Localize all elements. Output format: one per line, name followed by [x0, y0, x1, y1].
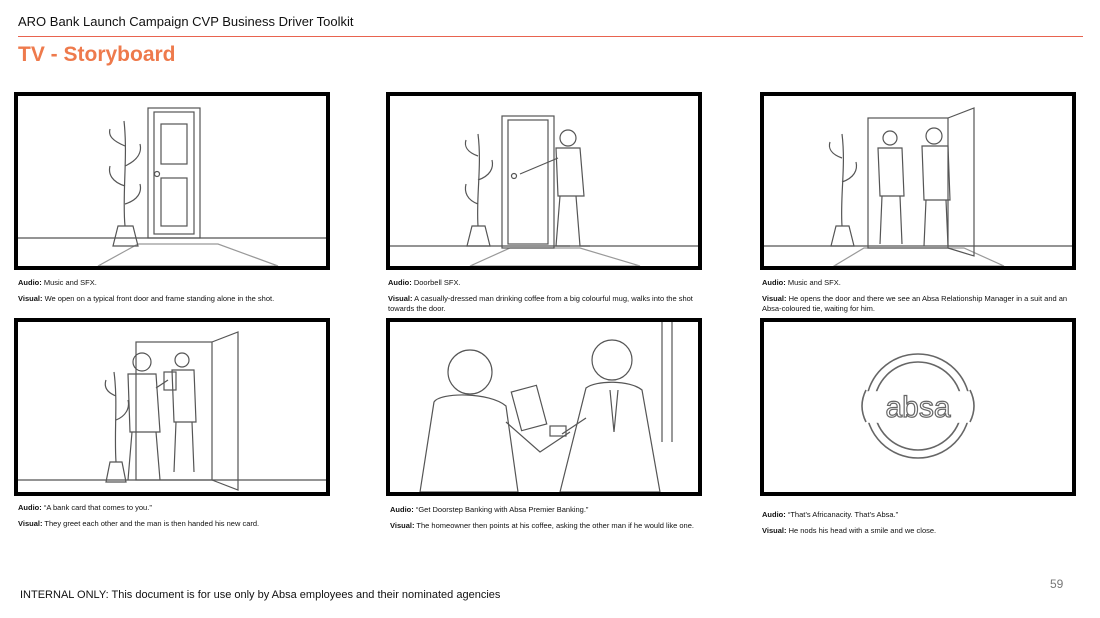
audio-label: Audio: — [390, 505, 414, 514]
audio-text: “Get Doorstep Banking with Absa Premier Banking.” — [415, 505, 589, 514]
absa-logo-frame — [764, 322, 1072, 492]
door-alone-sketch — [18, 96, 326, 266]
storyboard-frame-2 — [386, 92, 702, 270]
header-divider — [18, 36, 1083, 37]
section-title: TV - Storyboard — [18, 43, 176, 66]
audio-text: Music and SFX. — [787, 278, 841, 287]
visual-label: Visual: — [18, 519, 43, 528]
audio-text: “A bank card that comes to you.” — [43, 503, 152, 512]
visual-label: Visual: — [388, 294, 413, 303]
audio-text: “That’s Africanacity. That’s Absa.” — [787, 510, 899, 519]
storyboard-frame-5 — [386, 318, 702, 496]
caption-2 — [388, 278, 708, 320]
man-at-door-sketch — [390, 96, 698, 266]
visual-text: He nods his head with a smile and we close. — [788, 526, 937, 535]
door-opened-sketch — [764, 96, 1072, 266]
audio-label: Audio: — [762, 278, 786, 287]
visual-label: Visual: — [762, 294, 787, 303]
close-up-greeting-sketch — [390, 322, 698, 492]
storyboard-frame-1 — [14, 92, 330, 270]
visual-text: A casually-dressed man drinking coffee from a big colourful mug, walks into the shot towards the door. — [388, 294, 693, 313]
storyboard-frame-6 — [760, 318, 1076, 496]
audio-text: Music and SFX. — [43, 278, 97, 287]
caption-4 — [18, 503, 338, 535]
card-handover-sketch — [18, 322, 326, 492]
audio-text: Doorbell SFX. — [413, 278, 461, 287]
document-title: ARO Bank Launch Campaign CVP Business Driver Toolkit — [18, 14, 354, 29]
storyboard-frame-4 — [14, 318, 330, 496]
visual-label: Visual: — [762, 526, 787, 535]
visual-text: The homeowner then points at his coffee, asking the other man if he would like one. — [416, 521, 694, 530]
internal-use-notice: INTERNAL ONLY: This document is for use only by Absa employees and their nominated agencies — [20, 589, 501, 601]
absa-logo-wordmark: absa — [885, 391, 951, 424]
audio-label: Audio: — [18, 278, 42, 287]
audio-label: Audio: — [18, 503, 42, 512]
caption-6 — [762, 510, 1082, 542]
audio-label: Audio: — [388, 278, 412, 287]
visual-text: They greet each other and the man is then handed his new card. — [44, 519, 260, 528]
visual-text: We open on a typical front door and frame standing alone in the shot. — [44, 294, 275, 303]
visual-label: Visual: — [18, 294, 43, 303]
caption-5 — [390, 505, 710, 537]
visual-label: Visual: — [390, 521, 415, 530]
audio-label: Audio: — [762, 510, 786, 519]
caption-1 — [18, 278, 338, 310]
visual-text: He opens the door and there we see an Absa Relationship Manager in a suit and an Absa-coloured tie, waiting for him. — [762, 294, 1068, 313]
page-number: 59 — [1050, 577, 1064, 591]
storyboard-frame-3 — [760, 92, 1076, 270]
caption-3 — [762, 278, 1082, 320]
